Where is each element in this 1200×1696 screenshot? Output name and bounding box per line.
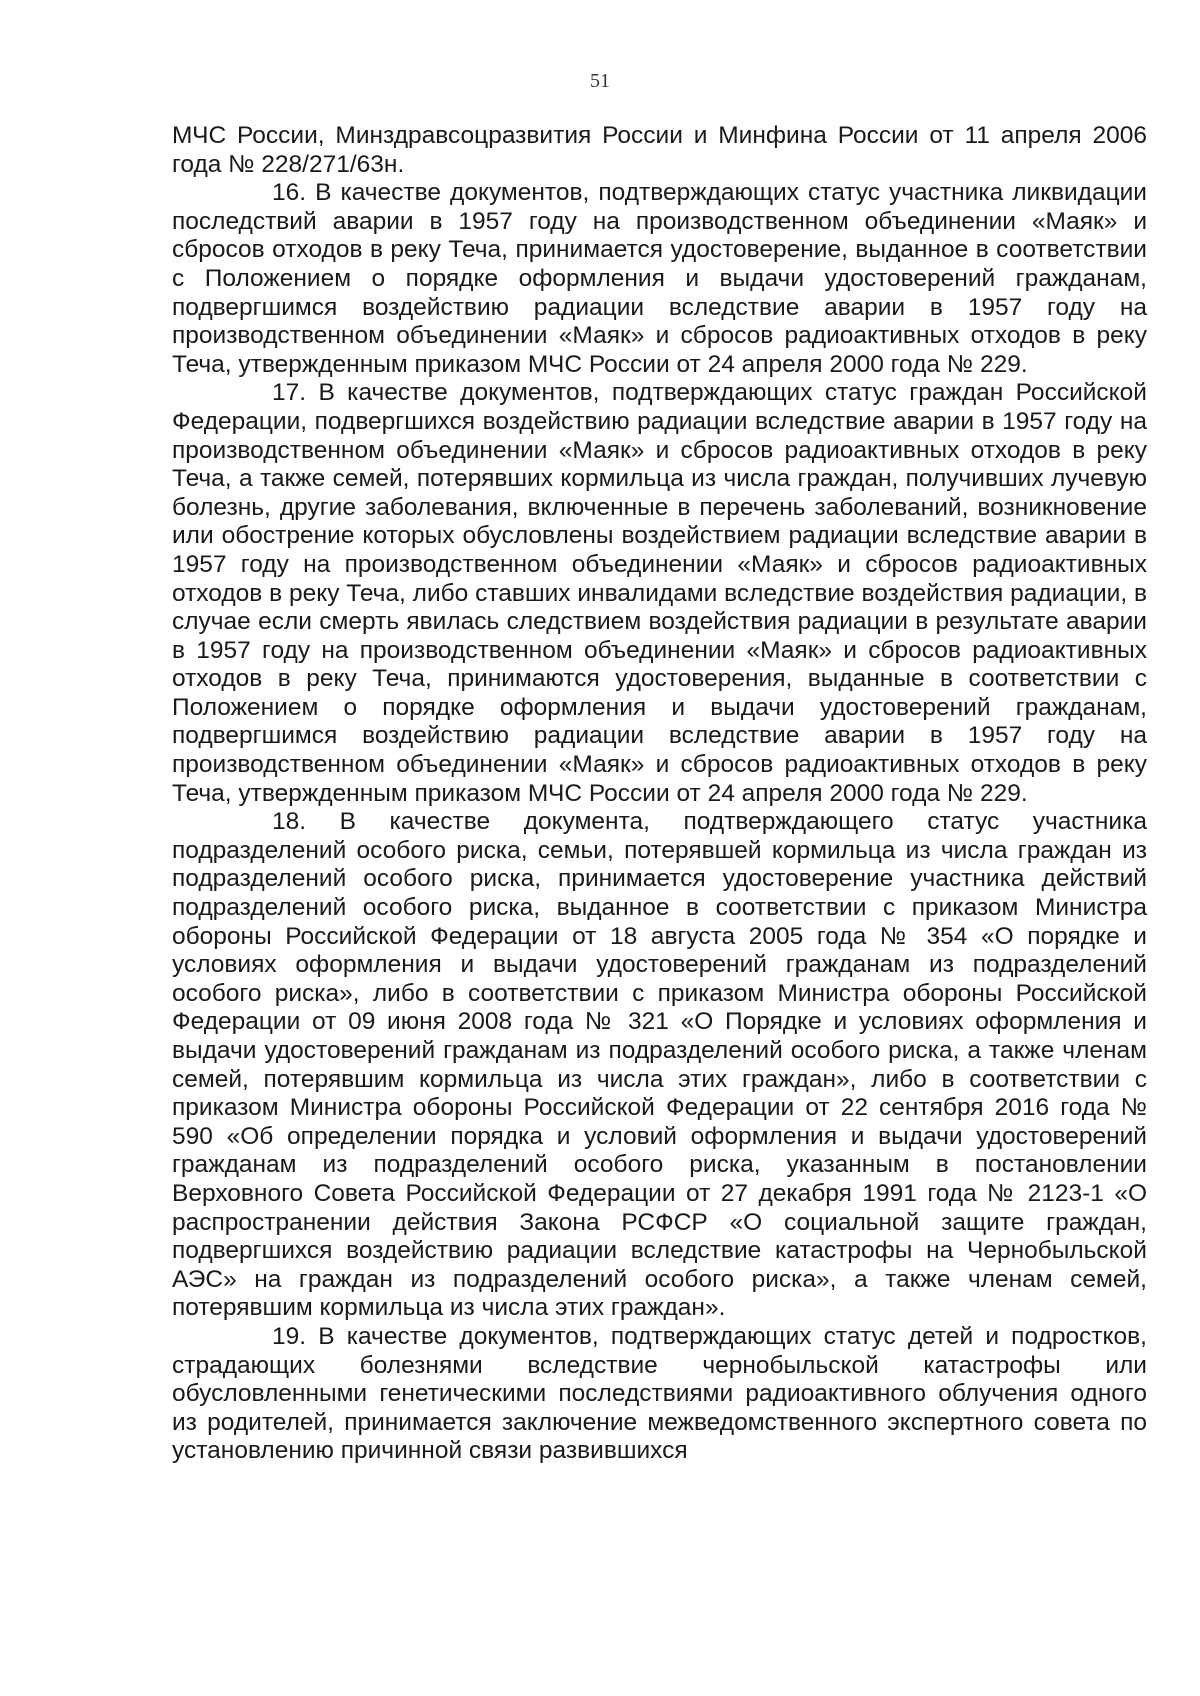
page-number: 51 bbox=[590, 70, 610, 92]
paragraph-item-17: 17. В качестве документов, подтверждающих статус граждан Российской Федерации, подвергшихся воздействию радиации вследствие аварии в 1957 году на производственном объединении «Маяк» и сбросов радиоактивных отходов в реку Теча, а также семей, потерявших кормильца из числа граждан, получивших лучевую болезнь, другие заболевания, включенные в перечень заболеваний, возникновение или обострение которых обусловлены воздействием радиации вследствие аварии в 1957 году на производственном объединении «Маяк» и сбросов радиоактивных отходов в реку Теча, либо ставших инвалидами вследствие воздействия радиации, в случае если смерть явилась следствием воздействия радиации в результате аварии в 1957 году на производственном объединении «Маяк» и сбросов радиоактивных отходов в реку Теча, принимаются удостоверения, выданные в соответствии с Положением о порядке оформления и выдачи удостоверений гражданам, подвергшимся воздействию радиации вследствие аварии в 1957 году на производственном объединении «Маяк» и сбросов радиоактивных отходов в реку Теча, утвержденным приказом МЧС России от 24 апреля 2000 года № 229. bbox=[172, 379, 1147, 807]
document-body bbox=[172, 122, 1147, 1466]
paragraph-continuation: МЧС России, Минздравсоцразвития России и Минфина России от 11 апреля 2006 года № 228/271/63н. bbox=[172, 122, 1147, 178]
paragraph-item-16: 16. В качестве документов, подтверждающих статус участника ликвидации последствий аварии в 1957 году на производственном объединении «Маяк» и сбросов отходов в реку Теча, принимается удостоверение, выданное в соответствии с Положением о порядке оформления и выдачи удостоверений гражданам, подвергшимся воздействию радиации вследствие аварии в 1957 году на производственном объединении «Маяк» и сбросов радиоактивных отходов в реку Теча, утвержденным приказом МЧС России от 24 апреля 2000 года № 229. bbox=[172, 179, 1147, 378]
paragraph-item-19: 19. В качестве документов, подтверждающих статус детей и подростков, страдающих болезнями вследствие чернобыльской катастрофы или обусловленными генетическими последствиями радиоактивного облучения одного из родителей, принимается заключение межведомственного экспертного совета по установлению причинной связи развившихся bbox=[172, 1322, 1147, 1465]
paragraph-item-18: 18. В качестве документа, подтверждающего статус участника подразделений особого риска, семьи, потерявшей кормильца из числа граждан из подразделений особого риска, принимается удостоверение участника действий подразделений особого риска, выданное в соответствии с приказом Министра обороны Российской Федерации от 18 августа 2005 года № 354 «О порядке и условиях оформления и выдачи удостоверений гражданам из подразделений особого риска», либо в соответствии с приказом Министра обороны Российской Федерации от 09 июня 2008 года № 321 «О Порядке и условиях оформления и выдачи удостоверений гражданам из подразделений особого риска, а также членам семей, потерявшим кормильца из числа этих граждан», либо в соответствии с приказом Министра обороны Российской Федерации от 22 сентября 2016 года № 590 «Об определении порядка и условий оформления и выдачи удостоверений гражданам из подразделений особого риска, указанным в постановлении Верховного Совета Российской Федерации от 27 декабря 1991 года № 2123-1 «О распространении действия Закона РСФСР «О социальной защите граждан, подвергшихся воздействию радиации вследствие катастрофы на Чернобыльской АЭС» на граждан из подразделений особого риска», а также членам семей, потерявшим кормильца из числа этих граждан». bbox=[172, 808, 1147, 1322]
